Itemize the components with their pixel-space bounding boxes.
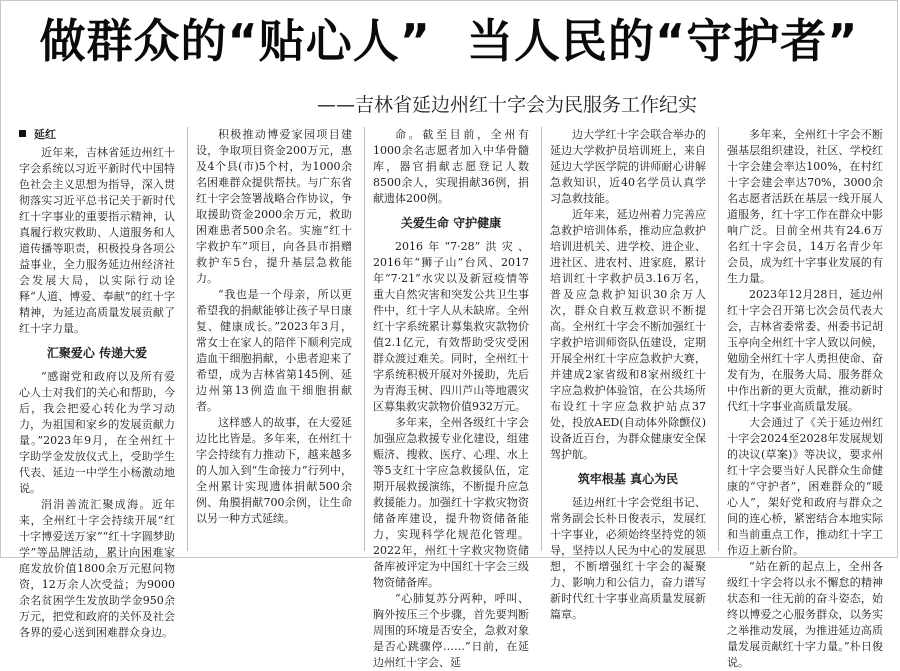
subheading-2: 关爱生命 守护健康 — [400, 216, 502, 230]
subheading-1: 汇聚爱心 传递大爱 — [46, 346, 148, 360]
paragraph: 近年来，延边州着力完善应急救护培训体系，推动应急救护培训进机关、进学校、进企业、进社区、进农村、进家庭，累计培训红十字救护员3.16万名，普及应急救护知识30余万人次，群众自救互救意识不断提高。全州红十字会不断加强红十字救护培训师资队伍建设，定期开展全州红十字应急救护大赛，并建成2家省级和8家州级红十字应急救护体验馆，在公共场所布设红十字应急救护站点37处，投放AED(自动体外除颤仪)设备近百台，为群众健康安全保驾护航。 — [550, 208, 706, 461]
paragraph: “我也是一个母亲，所以更希望我的捐献能够让孩子早日康复、健康成长。”2023年3月，常女士在家人的陪伴下顺利完成造血干细胞捐献，小患者迎来了希望，成为吉林省第145例、延边州第13例造血干细胞捐献者。 — [196, 288, 352, 413]
headline-part-1: 做群众的“贴心人” — [39, 14, 431, 68]
paragraph: 边大学红十字会联合举办的延边大学救护员培训班上，来自延边大学医学院的讲师耐心讲解急救知识，近40名学员认真学习急救技能。 — [550, 128, 706, 205]
subtitle: ——吉林省延边州红十字会为民服务工作纪实 — [316, 94, 697, 116]
headline-part-2: 当人民的“守护者” — [467, 14, 859, 68]
byline — [19, 127, 175, 143]
paragraph: 多年来，全州各级红十字会加强应急救援专业化建设，组建赈济、搜救、医疗、心理、水上等5支红十字应急救援队伍，定期开展救援演练，不断提升应急救援能力。加强红十字救灾物资储备库建设，提升物资储备能力，实现科学化规范化管理。2022年，州红十字救灾物资储备库被评定为中国红十字会三级物资储备库。 — [373, 416, 529, 589]
byline-text: 延红 — [34, 128, 56, 141]
paragraph: 涓涓善流汇聚成海。近年来，全州红十字会持续开展“红十字博爱送万家”“红十字圆梦助学”等品牌活动，累计向困难家庭发放价值1800余万元慰问物资，12万余人次受益；为9000余名贫困学生发放助学金950余万元，把党和政府的关怀及社会各界的爱心送到困难群众身边。 — [19, 498, 175, 639]
byline-square-icon — [19, 130, 26, 137]
column-5 — [718, 127, 883, 669]
subheading-3: 筑牢根基 真心为民 — [577, 472, 679, 486]
headline — [1, 13, 897, 69]
paragraph: “站在新的起点上，全州各级红十字会将以永不懈怠的精神状态和一往无前的奋斗姿态，始终以博爱之心服务群众，以务实之举推动发展，为推进延边高质量发展贡献红十字力量。”朴日俊说。 — [727, 560, 883, 669]
column-2 — [187, 127, 352, 551]
paragraph: 2016年“7·28”洪灾、2016年“狮子山”台风、2017年“7·21”水灾以及新冠疫情等重大自然灾害和突发公共卫生事件中，红十字人从未缺席。全州红十字系统累计募集救灾款物价值2.1亿元，有效帮助受灾受困群众渡过难关。同时，全州红十字系统积极开展对外援助，先后为青海玉树、四川芦山等地震灾区募集救灾款物价值932万元。 — [373, 240, 529, 413]
paragraph: “心肺复苏分两种，呼叫、胸外按压三个步骤，首先要判断周围的环境是否安全，急救对象是否心跳骤停……”日前，在延边州红十字会、延 — [373, 592, 529, 669]
column-3 — [364, 127, 529, 669]
paragraph: 大会通过了《关于延边州红十字会2024至2028年发展规划的决议(草案)》等决议，要求州红十字会要当好人民群众生命健康的“守护者”，困难群众的“暖心人”，架好党和政府与群众之间的连心桥，紧密结合本地实际和当前重点工作，推动红十字工作迈上新台阶。 — [727, 416, 883, 557]
article-columns — [19, 127, 883, 669]
paragraph: 命。截至目前，全州有1000余名志愿者加入中华骨髓库，器官捐献志愿登记人数8500余人，实现捐献36例，捐献遗体200例。 — [373, 128, 529, 205]
paragraph: 近年来，吉林省延边州红十字会系统以习近平新时代中国特色社会主义思想为指导，深入贯彻落实习近平总书记关于新时代红十字事业的重要指示精神，认真履行救灾救助、人道服务和人道传播等职责，积极投身各项公益事业，全力服务延边州经济社会发展大局，以实际行动诠释“人道、博爱、奉献”的红十字精神，为延边高质量发展贡献了红十字力量。 — [19, 146, 175, 335]
column-4 — [541, 127, 706, 621]
paragraph: 这样感人的故事，在大爱延边比比皆是。多年来，在州红十字会持续有力推动下，越来越多的人加入到“生命接力”行列中，全州累计实现遗体捐献500余例、角膜捐献700余例，让生命以另一种方式延续。 — [196, 416, 352, 525]
column-1 — [19, 127, 175, 639]
paragraph: 积极推动博爱家园项目建设，争取项目资金200万元，惠及4个县(市)5个村，为1000余名困难群众提供帮扶。与广东省红十字会签署战略合作协议，争取援助资金2000余万元，救助困难患者500余名。实施“红十字救护车”项目，向各县市捐赠救护车5台，提升基层急救能力。 — [196, 128, 352, 285]
paragraph: 多年来，全州红十字会不断强基层组织建设，社区、学校红十字会建会率达100%，在村红十字会建会率达70%，3000余名志愿者活跃在基层一线开展人道服务，红十字工作在群众中影响广泛。目前全州共有24.6万名红十字会员，14万名青少年会员，成为红十字事业发展的有生力量。 — [727, 128, 883, 285]
paragraph: 延边州红十字会党组书记、常务副会长朴日俊表示，发展红十字事业，必须始终坚持党的领导，坚持以人民为中心的发展思想，不断增强红十字会的凝聚力、影响力和公信力，奋力谱写新时代红十字事业高质量发展新篇章。 — [550, 496, 706, 621]
paragraph: 2023年12月28日，延边州红十字会召开第七次会员代表大会，吉林省委常委、州委书记胡玉亭向全州红十字人致以问候，勉励全州红十字人勇担使命、奋发有为，在服务大局、服务群众中作出新的更大贡献，推动新时代红十字事业高质量发展。 — [727, 288, 883, 413]
paragraph: “感谢党和政府以及所有爱心人士对我们的关心和帮助，今后，我会把爱心转化为学习动力，为祖国和家乡的发展贡献力量。”2023年9月，在全州红十字助学金发放仪式上，受助学生代表、延边一中学生小杨激动地说。 — [19, 370, 175, 495]
